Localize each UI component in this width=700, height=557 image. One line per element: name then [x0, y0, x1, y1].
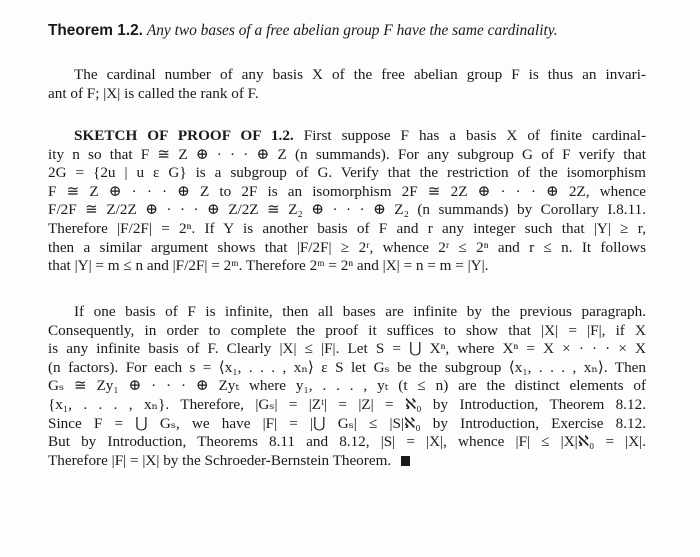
theorem-label: Theorem 1.2. — [48, 22, 143, 39]
infinite-line-1: If one basis of F is infinite, then all bases are infinite by the previous paragraph. — [74, 303, 646, 320]
sketch-heading: SKETCH OF PROOF OF 1.2. — [74, 127, 294, 144]
sketch-line-3: 2G = {2u | u ε G} is a subgroup of G. Verify that the restriction of the isomorphism — [48, 164, 646, 182]
infinite-line-3: is any infinite basis of F. Clearly |X| ≤ |F|. Let S = ⋃ Xⁿ, where Xⁿ = X × · · · × X — [48, 340, 646, 358]
proof-sketch-paragraph — [48, 127, 646, 276]
sketch-line-8: that |Y| = m ≤ n and |F/2F| = 2ᵐ. Therefore 2ᵐ = 2ⁿ and |X| = n = m = |Y|. — [48, 257, 489, 275]
infinite-line-9 — [48, 452, 646, 471]
infinite-line-7: Since F = ⋃ Gₛ, we have |F| = |⋃ Gₛ| ≤ |S|ℵ₀ by Introduction, Exercise 8.12. — [48, 414, 646, 432]
end-of-proof-icon — [401, 456, 410, 466]
sketch-line-1 — [48, 127, 646, 146]
sketch-line-5: F/2F ≅ Z/2Z ⊕ · · · ⊕ Z/2Z ≅ Z₂ ⊕ · · · ⊕ Z₂ (n summands) by Corollary I.8.11. — [48, 201, 646, 219]
infinite-line-2: Consequently, in order to complete the proof it suffices to show that |X| = |F|, if X — [48, 321, 646, 339]
intro-line-1: The cardinal number of any basis X of the free abelian group F is thus an invari- — [74, 66, 646, 83]
theorem-text: Any two bases of a free abelian group F have the same cardinality. — [146, 22, 558, 39]
intro-paragraph — [48, 66, 646, 103]
infinite-basis-paragraph — [48, 303, 646, 470]
intro-line-2: ant of F; |X| is called the rank of F. — [48, 84, 259, 102]
sketch-line-2: ity n so that F ≅ Z ⊕ · · · ⊕ Z (n summands). For any subgroup G of F verify that — [48, 145, 646, 163]
infinite-line-8: But by Introduction, Theorems 8.11 and 8.12, |S| = |X|, whence |F| ≤ |X|ℵ₀ = |X|. — [48, 433, 646, 451]
sketch-line-4: F ≅ Z ⊕ · · · ⊕ Z to 2F is an isomorphism 2F ≅ 2Z ⊕ · · · ⊕ 2Z, whence — [48, 182, 646, 200]
sketch-line-6: Therefore |F/2F| = 2ⁿ. If Y is another basis of F and r any integer such that |Y| ≥ r, — [48, 219, 646, 237]
sketch-line-1-text: First suppose F has a basis X of finite cardinal- — [303, 127, 647, 144]
infinite-line-6: {x₁, . . . , xₙ}. Therefore, |Gₛ| = |Zᵗ| = |Z| = ℵ₀ by Introduction, Theorem 8.12. — [48, 395, 646, 413]
theorem-statement — [48, 22, 646, 41]
sketch-line-7: then a similar argument shows that |F/2F| ≥ 2ʳ, whence 2ʳ ≤ 2ⁿ and r ≤ n. It follows — [48, 238, 646, 256]
infinite-line-9-text: Therefore |F| = |X| by the Schroeder-Bernstein Theorem. — [48, 451, 392, 469]
infinite-line-4: (n factors). For each s = ⟨x₁, . . . , xₙ⟩ ε S let Gₛ be the subgroup ⟨x₁, . . . , xₙ⟩. Then — [48, 358, 646, 376]
infinite-line-5: Gₛ ≅ Zy₁ ⊕ · · · ⊕ Zyₜ where y₁, . . . , yₜ (t ≤ n) are the distinct elements of — [48, 377, 646, 395]
